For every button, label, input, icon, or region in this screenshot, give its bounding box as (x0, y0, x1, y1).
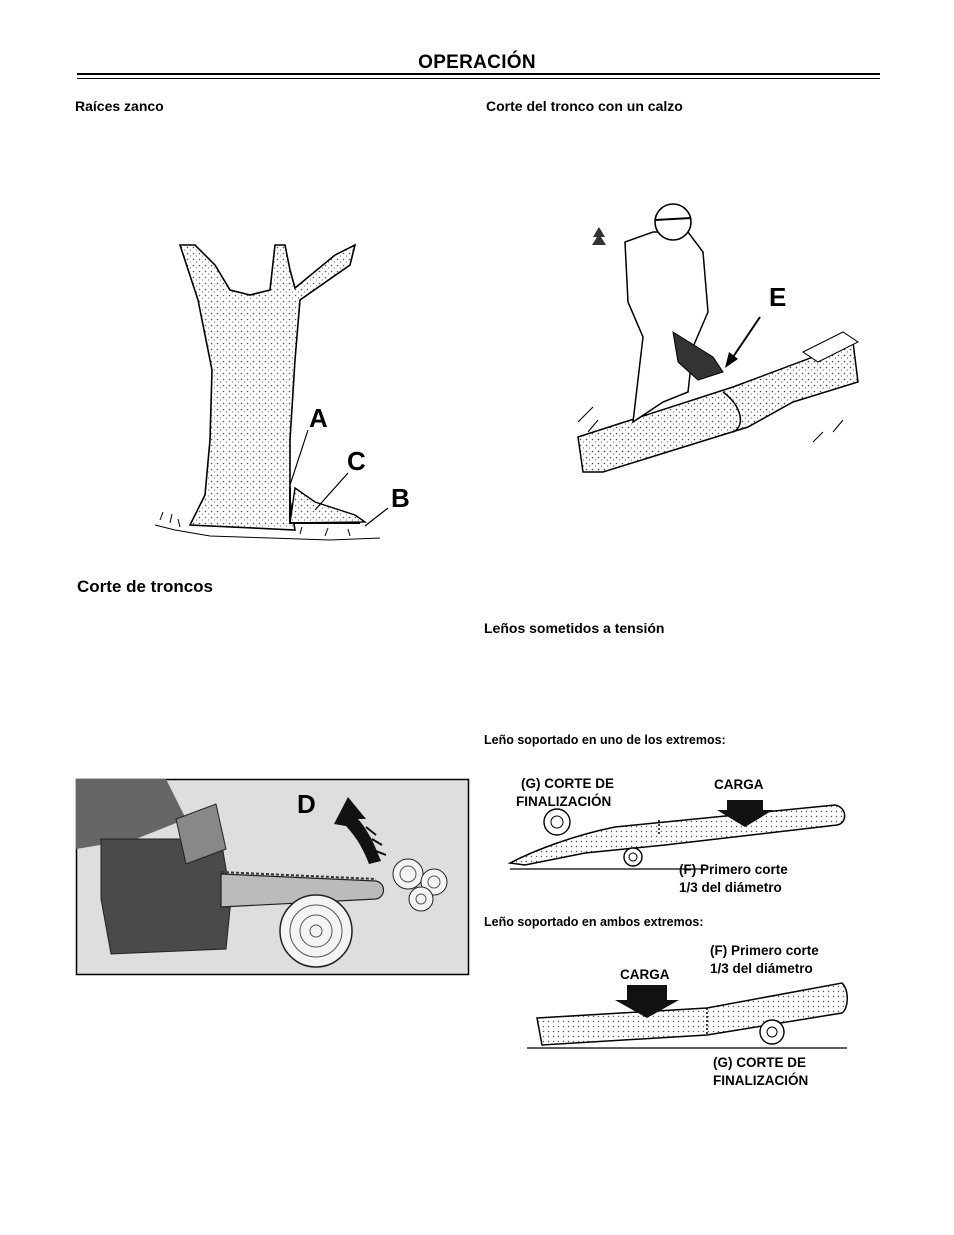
fig2-g-line2: FINALIZACIÓN (713, 1073, 809, 1088)
fig2-illustration (527, 980, 852, 1055)
fig1-caption: Leño soportado en uno de los extremos: (484, 733, 726, 747)
tree-label-c: C (347, 446, 366, 476)
header-rule (77, 73, 880, 75)
fig2-f-line2: 1/3 del diámetro (710, 961, 813, 976)
fig1-g-line2: FINALIZACIÓN (516, 794, 612, 809)
heading-stilt-roots: Raíces zanco (75, 98, 164, 114)
chainsaw-photo (76, 779, 469, 975)
log (578, 342, 858, 472)
wedge-label-e: E (769, 282, 787, 312)
fig2-load-label: CARGA (620, 967, 670, 982)
tree-label-b: B (391, 483, 410, 513)
tree-illustration (150, 240, 390, 550)
tree-trunk (180, 245, 355, 530)
fig2-g-line1: (G) CORTE DE (713, 1055, 806, 1070)
root-wedge (290, 488, 365, 523)
fig1-g-line1: (G) CORTE DE (521, 776, 614, 791)
wedge-cut-illustration (573, 192, 863, 477)
page-title: OPERACIÓN (418, 52, 536, 73)
fig1-f-line2: 1/3 del diámetro (679, 880, 782, 895)
heading-wedge-cut: Corte del tronco con un calzo (486, 98, 683, 114)
pointer-arrow (731, 317, 760, 360)
fig1-f-line1: (F) Primero corte (679, 862, 788, 877)
fig2-f-line1: (F) Primero corte (710, 943, 819, 958)
fig2-caption: Leño soportado en ambos extremos: (484, 915, 704, 929)
heading-tension-logs: Leños sometidos a tensión (484, 620, 665, 636)
heading-bucking: Corte de troncos (77, 577, 214, 596)
tree-label-a: A (309, 403, 328, 433)
saw-label-d: D (297, 789, 316, 819)
header-rule-thin (77, 78, 880, 79)
fig1-load-label: CARGA (714, 777, 764, 792)
